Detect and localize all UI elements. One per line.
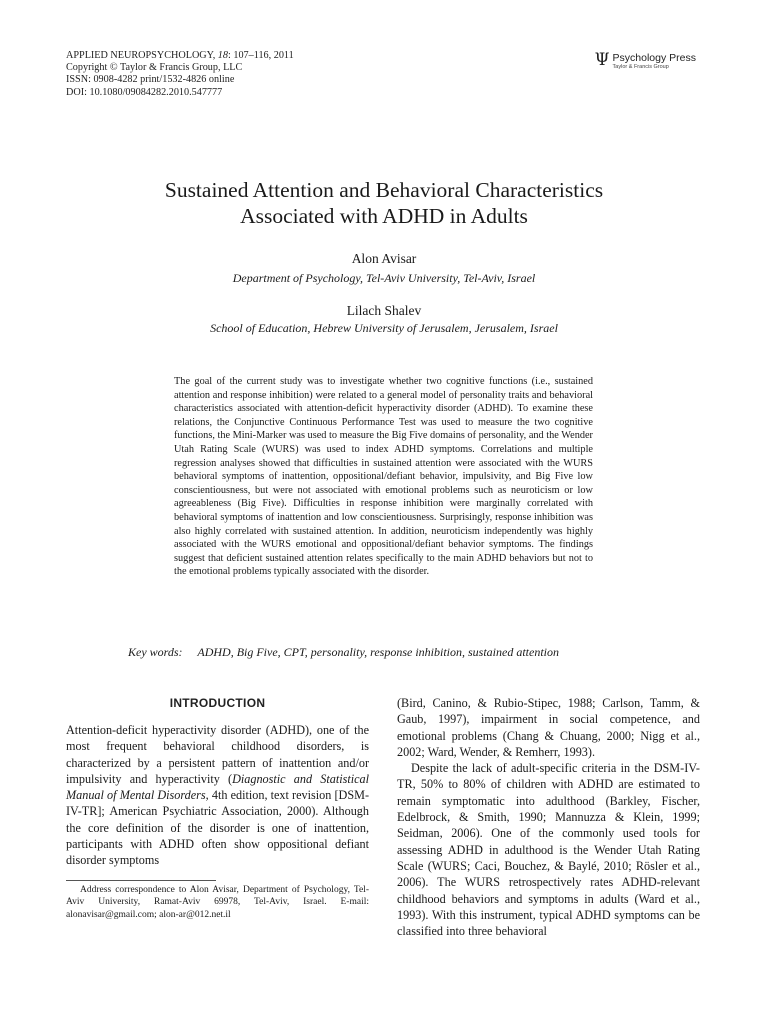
- keywords-label: Key words:: [128, 645, 183, 659]
- abstract: The goal of the current study was to investigate whether two cognitive functions (i.e., sustained attention and response inhibition) were related to a general model of personality traits and behavioral characteristics associated with attention-deficit hyperactivity disorder (ADHD). To examine these relations, the Conjunctive Continuous Performance Test was used to measure the two cognitive functions, the Mini-Marker was used to measure the Big Five domains of personality, and the Wender Utah Rating Scale (WURS) was used to index ADHD symptoms. Correlations and multiple regression analyses showed that difficulties in sustained attention were associated with the WURS behavioral symptoms of inattention, oppositional/defiant behavior, impulsivity, and Big Five low conscientiousness, but were not associated with emotional problems such as neuroticism or low agreeableness (Big Five). Difficulties in response inhibition were marginally correlated with behavioral symptoms of inattention and low conscientiousness. Surprisingly, response inhibition was also highly correlated with sustained attention. In addition, neuroticism independently was highly associated with the WURS emotional and oppositional/defiant behavior symptoms. The findings suggest that deficient sustained attention relates specifically to the main ADHD behaviors but not to the emotional problems typically associated with the disorder.: [174, 376, 593, 578]
- copyright-line: Copyright © Taylor & Francis Group, LLC: [66, 62, 243, 74]
- publisher-name: Psychology Press: [612, 52, 696, 64]
- psi-logo-icon: Ψ: [594, 50, 610, 70]
- paragraph: Despite the lack of adult-specific criteria in the DSM-IV-TR, 50% to 80% of children with ADHD are estimated to remain symptomatic into adulthood (Barkley, Fischer, Edelbrock, & Smith, 1990; Mannuzza & Klein, 1999; Seidman, 2006). One of the commonly used tools for assessing ADHD in adulthood is the Wender Utah Rating Scale (WURS; Caci, Bouchez, & Baylé, 2010; Rösler et al., 2006). The WURS retrospectively rates ADHD-relevant childhood behaviors and symptoms in adults (Ward et al., 1993). With this instrument, typical ADHD symptoms can be classified into three behavioral: [397, 761, 700, 939]
- publisher-logo: [594, 50, 696, 71]
- correspondence-footnote: Address correspondence to Alon Avisar, Department of Psychology, Tel-Aviv University, Ramat-Aviv 69978, Tel-Aviv, Israel. E-mail: alonavisar@gmail.com; alon-ar@012.net.il: [66, 885, 369, 920]
- section-heading: INTRODUCTION: [169, 696, 266, 710]
- right-column: [397, 695, 700, 939]
- paper-title: Sustained Attention and Behavioral Characteristics Associated with ADHD in Adults: [164, 178, 604, 228]
- volume-number: 18: [217, 50, 228, 61]
- keywords: [128, 645, 559, 660]
- footnote-divider: [66, 880, 216, 881]
- journal-citation: APPLIED NEUROPSYCHOLOGY, 18: 107–116, 2011: [66, 50, 294, 61]
- keywords-list: ADHD, Big Five, CPT, personality, response inhibition, sustained attention: [197, 645, 559, 659]
- author-name: Lilach Shalev: [346, 303, 422, 318]
- author-affiliation: Department of Psychology, Tel-Aviv University, Tel-Aviv, Israel: [232, 271, 536, 285]
- paragraph: Attention-deficit hyperactivity disorder (ADHD), one of the most frequent behavioral childhood disorders, is characterized by a persistent pattern of inattention and/or impulsivity and hyperactivity (Diagnostic and Statistical Manual of Mental Disorders, 4th edition, text revision [DSM-IV-TR]; American Psychiatric Association, 2000). Although the core definition of the disorder is one of inattention, participants with ADHD often show oppositional defiant disorder symptoms: [66, 723, 370, 868]
- author-name: Alon Avisar: [351, 251, 417, 266]
- author-affiliation: School of Education, Hebrew University of Jerusalem, Jerusalem, Israel: [210, 321, 558, 335]
- doi-line: DOI: 10.1080/09084282.2010.547777: [66, 86, 223, 98]
- issn-line: ISSN: 0908-4282 print/1532-4826 online: [66, 74, 235, 86]
- journal-header: [66, 50, 294, 99]
- publisher-group: Taylor & Francis Group: [612, 64, 669, 70]
- paragraph: (Bird, Canino, & Rubio-Stipec, 1988; Carlson, Tamm, & Gaub, 1997), impairment in social competence, and emotional problems (Chang & Chuang, 2000; Nigg et al., 2002; Ward, Wender, & Remherr, 1993).: [397, 696, 700, 759]
- left-column: [66, 695, 369, 869]
